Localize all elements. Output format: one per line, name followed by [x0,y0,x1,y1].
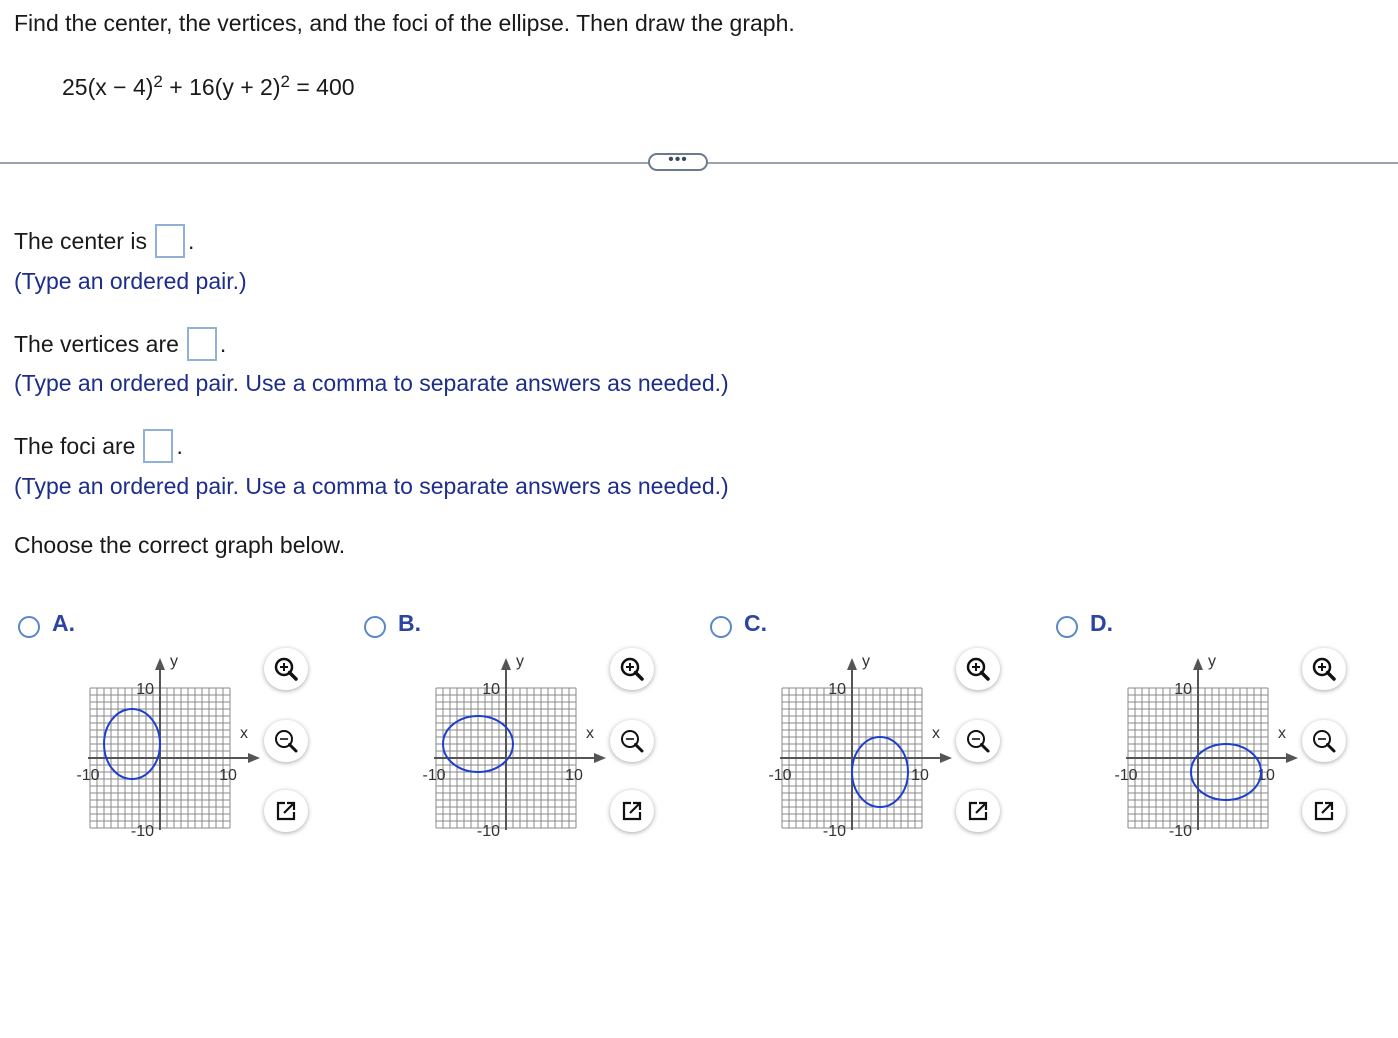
zoom-in-icon [1311,656,1337,682]
ellipse-equation [62,74,355,101]
y-max-label: 10 [1174,681,1192,698]
choose-prompt: Choose the correct graph below. [14,532,346,558]
zoom-in-button[interactable] [1302,648,1346,690]
y-max-label: 10 [482,681,500,698]
x-axis-arrow [940,753,952,763]
zoom-out-icon [965,728,991,754]
y-axis-label: y [170,653,178,670]
expand-button[interactable] [610,790,654,832]
vertices-period: . [219,330,227,357]
zoom-out-button[interactable] [956,720,1000,762]
x-axis-label: x [1278,725,1286,742]
option-radio[interactable] [710,616,732,638]
zoom-out-icon [1311,728,1337,754]
foci-label: The foci are [14,432,136,459]
option-c[interactable] [710,610,1050,870]
expand-icon [273,798,299,824]
center-input[interactable] [155,224,185,258]
foci-hint: (Type an ordered pair. Use a comma to separate answers as needed.) [14,473,729,499]
zoom-in-icon [965,656,991,682]
y-axis-label: y [516,653,524,670]
y-min-label: -10 [1168,823,1192,840]
option-label: A. [52,610,75,636]
foci-question [14,429,183,463]
y-axis-arrow [501,658,511,670]
y-axis-label: y [1208,653,1216,670]
option-graph[interactable] [412,648,612,848]
option-label: C. [744,610,767,636]
x-axis-arrow [248,753,260,763]
option-b[interactable] [364,610,704,870]
center-question [14,224,194,258]
vertices-input[interactable] [187,327,217,361]
x-min-label: -10 [1114,767,1138,784]
question-prompt: Find the center, the vertices, and the foci of the ellipse. Then draw the graph. [14,10,795,36]
zoom-in-button[interactable] [956,648,1000,690]
y-min-label: -10 [822,823,846,840]
x-max-label: 10 [565,767,583,784]
y-min-label: -10 [130,823,154,840]
x-max-label: 10 [911,767,929,784]
center-period: . [187,227,195,254]
x-axis-label: x [586,725,594,742]
y-min-label: -10 [476,823,500,840]
zoom-in-icon [619,656,645,682]
y-max-label: 10 [828,681,846,698]
option-graph[interactable] [1104,648,1304,848]
option-d[interactable] [1056,610,1396,870]
x-min-label: -10 [422,767,446,784]
x-axis-label: x [240,725,248,742]
eq-part2: + 16(y + 2) [162,74,281,100]
zoom-in-icon [273,656,299,682]
option-graph[interactable] [66,648,266,848]
x-axis-arrow [594,753,606,763]
center-label: The center is [14,227,147,254]
zoom-in-button[interactable] [610,648,654,690]
eq-part1: 25(x − 4) [62,74,154,100]
y-max-label: 10 [136,681,154,698]
option-a[interactable] [18,610,358,870]
option-graph[interactable] [758,648,958,848]
x-axis-label: x [932,725,940,742]
expand-button[interactable] [1302,790,1346,832]
eq-exp1: 2 [153,72,163,91]
y-axis-arrow [1193,658,1203,670]
zoom-out-button[interactable] [610,720,654,762]
zoom-in-button[interactable] [264,648,308,690]
zoom-out-icon [273,728,299,754]
zoom-out-button[interactable] [264,720,308,762]
foci-period: . [176,432,183,459]
expand-icon [965,798,991,824]
vertices-label: The vertices are [14,330,179,357]
expand-icon [619,798,645,824]
zoom-out-icon [619,728,645,754]
more-button[interactable]: ••• [648,153,708,171]
zoom-out-button[interactable] [1302,720,1346,762]
y-axis-label: y [862,653,870,670]
expand-button[interactable] [264,790,308,832]
expand-icon [1311,798,1337,824]
x-max-label: 10 [219,767,237,784]
option-label: B. [398,610,421,636]
center-hint: (Type an ordered pair.) [14,268,247,294]
expand-button[interactable] [956,790,1000,832]
vertices-question [14,327,226,361]
vertices-hint: (Type an ordered pair. Use a comma to separate answers as needed.) [14,370,729,396]
eq-exp2: 2 [280,72,290,91]
option-radio[interactable] [18,616,40,638]
eq-part3: = 400 [289,74,355,100]
option-radio[interactable] [364,616,386,638]
y-axis-arrow [847,658,857,670]
foci-input[interactable] [143,429,173,463]
y-axis-arrow [155,658,165,670]
option-label: D. [1090,610,1113,636]
option-radio[interactable] [1056,616,1078,638]
x-min-label: -10 [768,767,792,784]
x-axis-arrow [1286,753,1298,763]
x-max-label: 10 [1257,767,1275,784]
x-min-label: -10 [76,767,100,784]
